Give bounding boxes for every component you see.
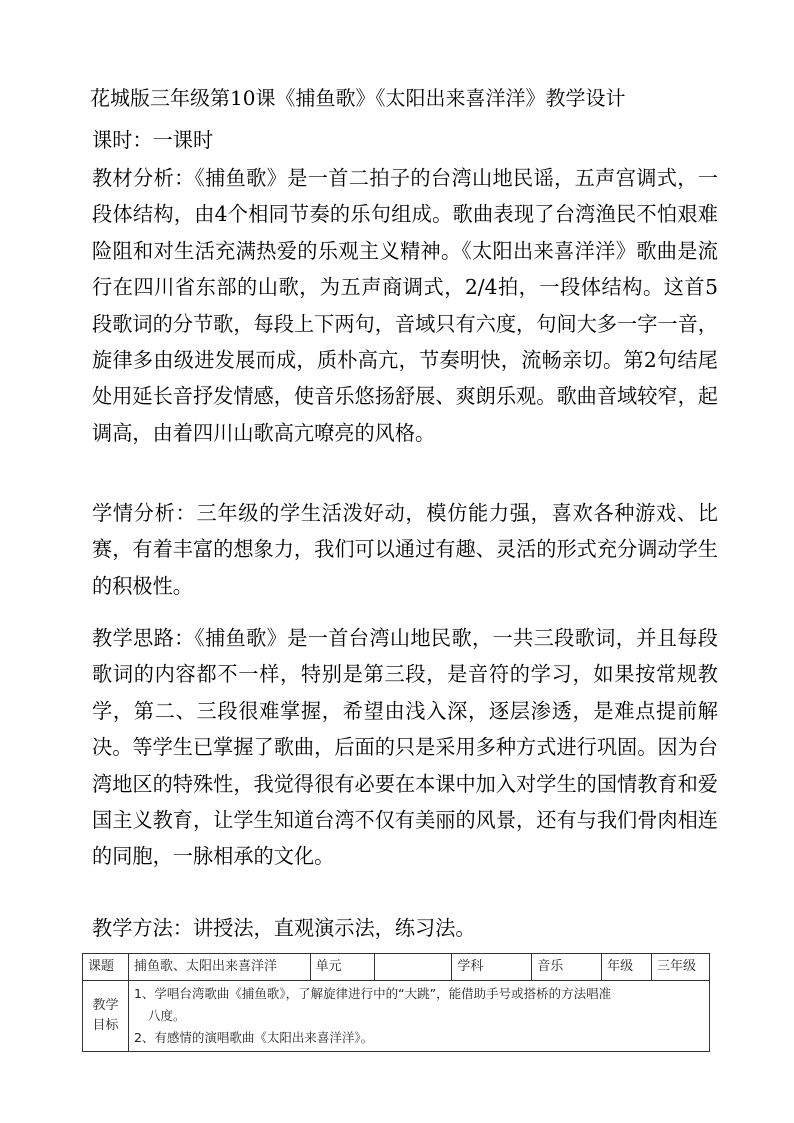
teaching-goals-label-line1: 教学 [92, 998, 119, 1013]
grade-value: 三年级 [652, 954, 710, 981]
goal-2: 2、有感情的演唱歌曲《太阳出来喜洋洋》。 [133, 1030, 374, 1045]
table-row [83, 981, 710, 1052]
lesson-info-table [82, 953, 710, 1052]
lesson-hours: 课时：一课时 [92, 128, 214, 152]
teaching-approach: 教学思路：《捕鱼歌》是一首台湾山地民歌，一共三段歌词，并且每段歌词的内容都不一样，特别是第三段，是音符的学习，如果按常规教学，第二、三段很难掌握，希望由浅入深，逐层渗透，是难点提前解决。等学生已掌握了歌曲，后面的只是采用多种方式进行巩固。因为台湾地区的特殊性，我觉得很有必要在本课中加入对学生的国情教育和爱国主义教育，让学生知道台湾不仅有美丽的风景，还有与我们骨肉相连的同胞，一脉相承的文化。 [92, 626, 718, 869]
goal-1-continued: 八度。 [147, 1008, 186, 1023]
goal-1: 1、学唱台湾歌曲《捕鱼歌》，了解旋律进行中的“大跳”，能借助手号或搭桥的方法唱准 [133, 986, 612, 1001]
subject-value: 音乐 [532, 954, 602, 981]
teaching-goals-label [83, 981, 129, 1052]
unit-label: 单元 [310, 954, 374, 981]
document-title: 花城版三年级第10课《捕鱼歌》《太阳出来喜洋洋》教学设计 [90, 86, 626, 110]
teaching-goals-label-line2: 目标 [92, 1018, 119, 1033]
student-analysis: 学情分析：三年级的学生活泼好动，模仿能力强，喜欢各种游戏、比赛，有着丰富的想象力，我们可以通过有趣、灵活的形式充分调动学生的积极性。 [92, 501, 718, 598]
teaching-goals-content [128, 981, 709, 1052]
topic-value: 捕鱼歌、太阳出来喜洋洋 [128, 954, 310, 981]
teaching-methods: 教学方法：讲授法，直观演示法，练习法。 [92, 916, 476, 940]
subject-label: 学科 [452, 954, 532, 981]
topic-label: 课题 [83, 954, 129, 981]
grade-label: 年级 [602, 954, 652, 981]
table-row [83, 954, 710, 981]
unit-value [374, 954, 452, 981]
material-analysis: 教材分析：《捕鱼歌》是一首二拍子的台湾山地民谣，五声宫调式，一段体结构，由4个相同节奏的乐句组成。歌曲表现了台湾渔民不怕艰难险阻和对生活充满热爱的乐观主义精神。《太阳出来喜洋洋》歌曲是流行在四川省东部的山歌，为五声商调式，2/4拍，一段体结构。这首5段歌词的分节歌，每段上下两句，音域只有六度，句间大多一字一音，旋律多由级进发展而成，质朴高亢，节奏明快，流畅亲切。第2句结尾处用延长音抒发情感，使音乐悠扬舒展、爽朗乐观。歌曲音域较窄，起调高，由着四川山歌高亢嘹亮的风格。 [92, 166, 718, 445]
